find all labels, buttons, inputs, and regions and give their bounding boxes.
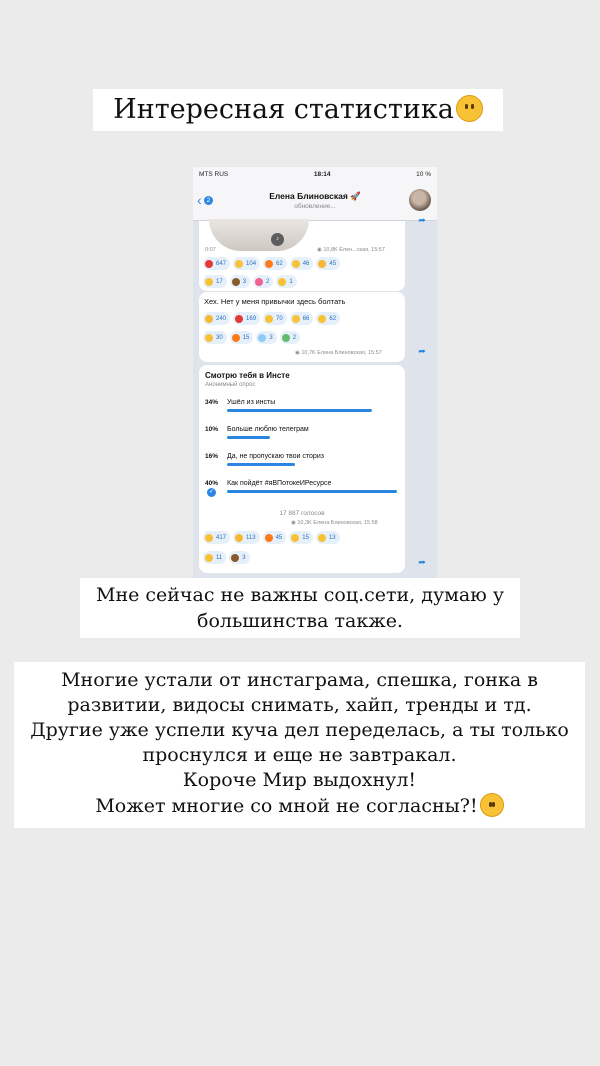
poll-option-label: Да, не пропускаю твои сториз — [227, 453, 324, 460]
reaction-count: 15 — [302, 534, 309, 541]
poll-option-bar — [227, 436, 270, 439]
reaction-chip-thumbs-up[interactable] — [203, 312, 230, 325]
battery-label: 10 % — [416, 170, 431, 178]
reaction-chip-thinking[interactable] — [203, 331, 227, 344]
poop-icon — [232, 278, 240, 286]
checkmark-icon: ✓ — [208, 489, 215, 495]
love-face-icon — [291, 534, 299, 542]
reaction-count: 169 — [246, 315, 257, 322]
smile-icon — [318, 534, 326, 542]
grinning-face-emoji-icon — [480, 793, 504, 817]
reaction-chip-poop[interactable] — [230, 275, 250, 288]
poll-message — [199, 365, 405, 573]
caption-line: Мне сейчас не важны соц.сети, думаю у — [95, 584, 505, 606]
poll-votes: 17 887 голосов — [279, 510, 325, 517]
reaction-row — [203, 275, 297, 288]
story-title-text: Интересная статистика — [113, 94, 454, 125]
poll-option-percent: 10% — [205, 426, 219, 433]
channel-avatar[interactable] — [409, 189, 431, 211]
smile-icon — [205, 278, 213, 286]
fire-icon — [265, 260, 273, 268]
poll-option-bar — [227, 490, 397, 493]
poll-option-percent: 16% — [205, 453, 219, 460]
caption-line: развитии, видосы снимать, хайп, тренды и тд. — [67, 694, 532, 716]
sad-icon — [265, 315, 273, 323]
reaction-count: 17 — [216, 278, 223, 285]
reaction-chip-thumbs-up[interactable] — [316, 257, 340, 270]
reaction-row — [203, 531, 340, 544]
reaction-chip-love-face[interactable] — [233, 257, 260, 270]
clock-label: 18:14 — [313, 170, 331, 178]
reaction-chip-scream[interactable] — [256, 331, 276, 344]
poll-option-label: Как пойдёт #яВПотокеИРесурсе — [227, 480, 332, 487]
reaction-count: 240 — [216, 315, 227, 322]
reaction-chip-smile[interactable] — [203, 275, 227, 288]
reaction-count: 45 — [275, 534, 283, 541]
poll-option-label: Больше люблю телеграм — [227, 426, 309, 433]
chevron-left-icon: ‹ — [197, 192, 202, 208]
poll-option-label: Ушёл из инсты — [227, 399, 276, 406]
reaction-count: 1 — [289, 278, 293, 285]
fire-icon — [265, 534, 273, 542]
fire-icon — [232, 334, 240, 342]
reaction-count: 3 — [242, 278, 247, 285]
reaction-count: 11 — [216, 554, 223, 561]
middle-caption — [80, 578, 520, 638]
unread-badge: 2 — [204, 196, 214, 205]
reaction-chip-sad[interactable] — [276, 275, 296, 288]
thinking-icon — [205, 334, 213, 342]
telegram-screenshot — [193, 167, 437, 578]
reaction-chip-vomit[interactable] — [280, 331, 300, 344]
heart-icon — [235, 315, 243, 323]
reaction-chip-crazy-face[interactable] — [290, 257, 314, 270]
thumbs-up-icon — [205, 315, 213, 323]
vomit-icon — [282, 334, 290, 342]
reaction-row — [203, 331, 300, 344]
reaction-row — [203, 551, 250, 564]
reaction-count: 3 — [269, 334, 273, 341]
reaction-chip-crazy-face[interactable] — [203, 551, 226, 564]
caption-line: Короче Мир выдохнул! — [182, 769, 417, 791]
poop-icon — [231, 554, 239, 562]
poll-option-percent: 40% — [205, 480, 219, 487]
chat-title[interactable]: Елена Блиновская 🚀 — [269, 191, 361, 201]
reaction-count: 113 — [246, 534, 256, 541]
reaction-count: 647 — [216, 260, 227, 267]
reaction-chip-love-face[interactable] — [203, 531, 230, 544]
carrier-label: MTS RUS — [199, 170, 229, 178]
chat-subtitle: обновление... — [294, 203, 336, 210]
message-views: ◉ 10,7K Елена Блиновская, 15:57 — [295, 350, 382, 356]
smile-icon — [318, 315, 326, 323]
caption-line: Другие уже успели куча дел переделась, а ты только — [30, 719, 569, 741]
poll-option — [205, 453, 395, 460]
reaction-count: 417 — [216, 534, 227, 541]
crazy-face-icon — [205, 554, 213, 562]
poll-option-bar — [227, 409, 372, 412]
poll-option — [205, 399, 395, 406]
thumbs-up-icon — [235, 534, 243, 542]
reaction-chip-love-face[interactable] — [289, 531, 313, 544]
crazy-face-icon — [292, 260, 300, 268]
reaction-count: 104 — [246, 260, 257, 267]
share-icon[interactable]: ➦ — [418, 557, 426, 567]
video-duration: 0:07 — [205, 247, 216, 253]
reaction-count: 2 — [292, 334, 297, 341]
reaction-count: 2 — [266, 278, 270, 285]
reaction-chip-smile[interactable] — [316, 312, 340, 325]
poll-subtitle: Анонимный опрос — [205, 382, 256, 388]
party-icon — [255, 278, 263, 286]
poll-title: Смотрю тебя в Инсте — [205, 371, 290, 380]
reaction-count: 13 — [328, 534, 336, 541]
reaction-count: 3 — [242, 554, 246, 561]
poll-option — [205, 426, 395, 433]
round-video[interactable] — [209, 219, 309, 251]
reaction-chip-fire[interactable] — [263, 257, 287, 270]
video-views: ◉ 10,8K Елен...ская, 15:57 — [317, 247, 385, 253]
reaction-count: 62 — [329, 315, 337, 322]
caption-line: большинства также. — [197, 610, 403, 632]
reaction-chip-party[interactable] — [253, 275, 273, 288]
message-text: Хех. Нет у меня привычки здесь болтать — [204, 297, 346, 306]
reaction-chip-sad[interactable] — [263, 312, 287, 325]
reaction-row — [203, 312, 340, 325]
reaction-count: 62 — [276, 260, 283, 267]
reaction-count: 70 — [276, 315, 283, 322]
reaction-chip-poop[interactable] — [229, 551, 249, 564]
love-face-icon — [235, 260, 243, 268]
reaction-chip-fire[interactable] — [263, 531, 287, 544]
reaction-chip-smile[interactable] — [316, 531, 340, 544]
chat-header — [193, 181, 437, 221]
caption-line: Многие устали от инстаграма, спешка, гонка в — [61, 669, 538, 691]
sad-icon — [278, 278, 286, 286]
reaction-count: 46 — [302, 260, 310, 267]
text-message — [199, 292, 405, 362]
reaction-chip-fire[interactable] — [230, 331, 254, 344]
reaction-row — [203, 257, 340, 270]
status-bar — [193, 167, 437, 181]
reaction-chip-thumbs-up[interactable] — [233, 531, 260, 544]
poll-option-percent: 34% — [205, 399, 219, 406]
love-face-icon — [292, 315, 300, 323]
volume-icon[interactable]: ♪ — [271, 233, 284, 246]
story-title-caption — [93, 89, 503, 131]
reaction-count: 15 — [242, 334, 250, 341]
thumbs-up-icon — [318, 260, 326, 268]
reaction-count: 45 — [329, 260, 337, 267]
heart-icon — [205, 260, 213, 268]
body-caption — [14, 662, 585, 828]
caption-line: проснулся и еще не завтракал. — [142, 744, 457, 766]
poll-views: ◉ 10,3K Елена Блиновская, 15:58 — [291, 520, 378, 526]
scream-icon — [258, 334, 266, 342]
reaction-count: 30 — [216, 334, 223, 341]
share-icon[interactable]: ➦ — [418, 346, 426, 356]
reaction-chip-heart[interactable] — [203, 257, 230, 270]
reaction-chip-heart[interactable] — [233, 312, 260, 325]
poll-option — [205, 480, 395, 495]
reaction-count: 66 — [302, 315, 310, 322]
poll-option-bar — [227, 463, 295, 466]
love-face-icon — [205, 534, 213, 542]
reaction-chip-love-face[interactable] — [290, 312, 314, 325]
video-message — [199, 221, 405, 291]
caption-line: Может многие со мной не согласны?! — [14, 793, 585, 819]
thinking-face-emoji-icon — [456, 95, 483, 122]
share-icon[interactable]: ➦ — [418, 215, 426, 225]
